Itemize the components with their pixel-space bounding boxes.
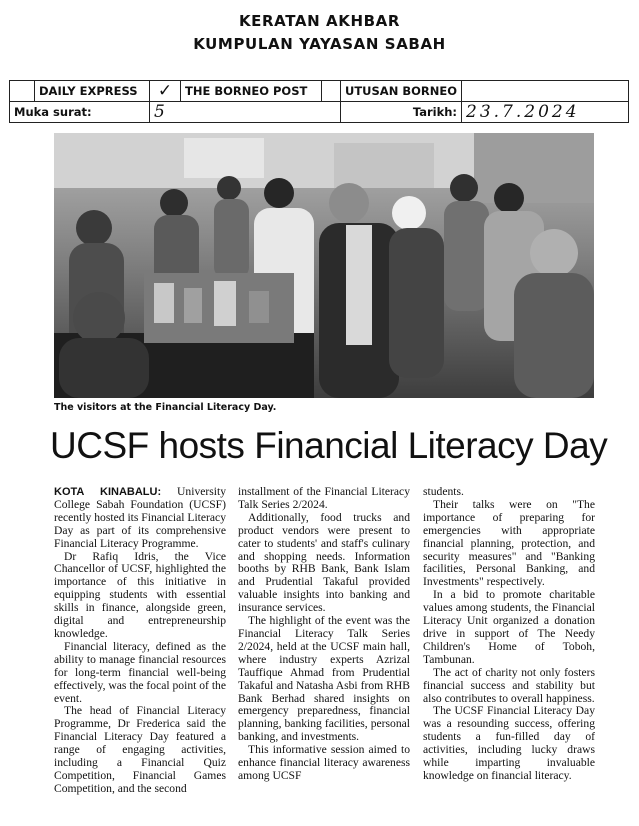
dateline: KOTA KINABALU: [54,486,162,498]
clipping-header-title: KERATAN AKHBAR [238,12,401,30]
photo-caption: The visitors at the Financial Literacy Day. [54,402,277,413]
blank-cell [322,81,341,102]
article-paragraph: The highlight of the event was the Financial Literacy Talk Series 2/2024, held at the UCSF main hall, where industry experts Azrizal Tauffique Ahmad from Prudential Takaful and Natasha Asbi from RHB Bank Berhad shared insights on emergency preparedness, financial planning, banking facilities, personal banking, and investments. [238,614,410,744]
blank-cell [462,81,629,102]
article-paragraph: installment of the Financial Literacy Talk Series 2/2024. [238,485,410,511]
article-column-2 [238,486,410,783]
article-paragraph: Their talks were on "The importance of preparing for emergencies with appropriate financial planning, protection, and security measures" and "Banking facilities, Personal Banking, and Investments" respectively. [423,497,595,589]
source-info-table [9,80,629,123]
date-label: Tarikh: [341,102,462,123]
article-paragraph: The UCSF Financial Literacy Day was a resounding success, offering students a fun-filled day of activities, including lucky draws while imparting invaluable knowledge on financial literacy. [423,704,595,782]
article-paragraph: In a bid to promote charitable values among students, the Financial Literacy Unit organized a donation drive in support of The Needy Children's Home of Toboh, Tambunan. [423,588,595,666]
blank-cell [10,81,35,102]
source-borneo-post: THE BORNEO POST [181,81,322,102]
article-column-1 [54,486,226,796]
source-daily-express: DAILY EXPRESS [35,81,150,102]
article-paragraph: The act of charity not only fosters financial success and stability but also contributes to overall happiness. [423,665,595,705]
article-paragraph: students. [423,485,464,498]
tick-mark-icon: ✓ [150,81,181,102]
article-paragraph: Financial literacy, defined as the ability to manage financial resources for long-term financial well-being effectively, was the focal point of the event. [54,639,226,705]
article-paragraph: The head of Financial Literacy Programme, Dr Frederica said the Financial Literacy Day featured a range of engaging activities, including a Financial Quiz Competition, Financial Games Competition, and the second [54,704,226,795]
article-paragraph: Dr Rafiq Idris, the Vice Chancellor of UCSF, highlighted the importance of this initiative in equipping students with essential skills in finance, alongside green, digital and entrepreneurship knowledge. [54,549,226,640]
event-photo [54,133,594,398]
page-label: Muka surat: [10,102,150,123]
article-paragraph: Additionally, food trucks and product vendors were present to cater to students' and staff's culinary and shopping needs. Information booths by RHB Bank, Bank Islam and Prudential Takaful provided valuable insights into banking and insurance services. [238,510,410,615]
paragraph-text: University College Sabah Foundation (UCSF) recently hosted its Financial Literacy Day as part of its comprehensive Financial Literacy Programme. [54,485,226,550]
article-paragraph [54,486,226,551]
page-value: 5 [150,102,341,123]
clipping-header-subtitle: KUMPULAN YAYASAN SABAH [193,35,446,53]
source-utusan-borneo: UTUSAN BORNEO [341,81,462,102]
article-paragraph: This informative session aimed to enhance financial literacy awareness among UCSF [238,743,410,782]
date-value: 23.7.2024 [462,102,629,123]
article-headline: UCSF hosts Financial Literacy Day [50,425,608,466]
article-column-3 [423,486,595,783]
